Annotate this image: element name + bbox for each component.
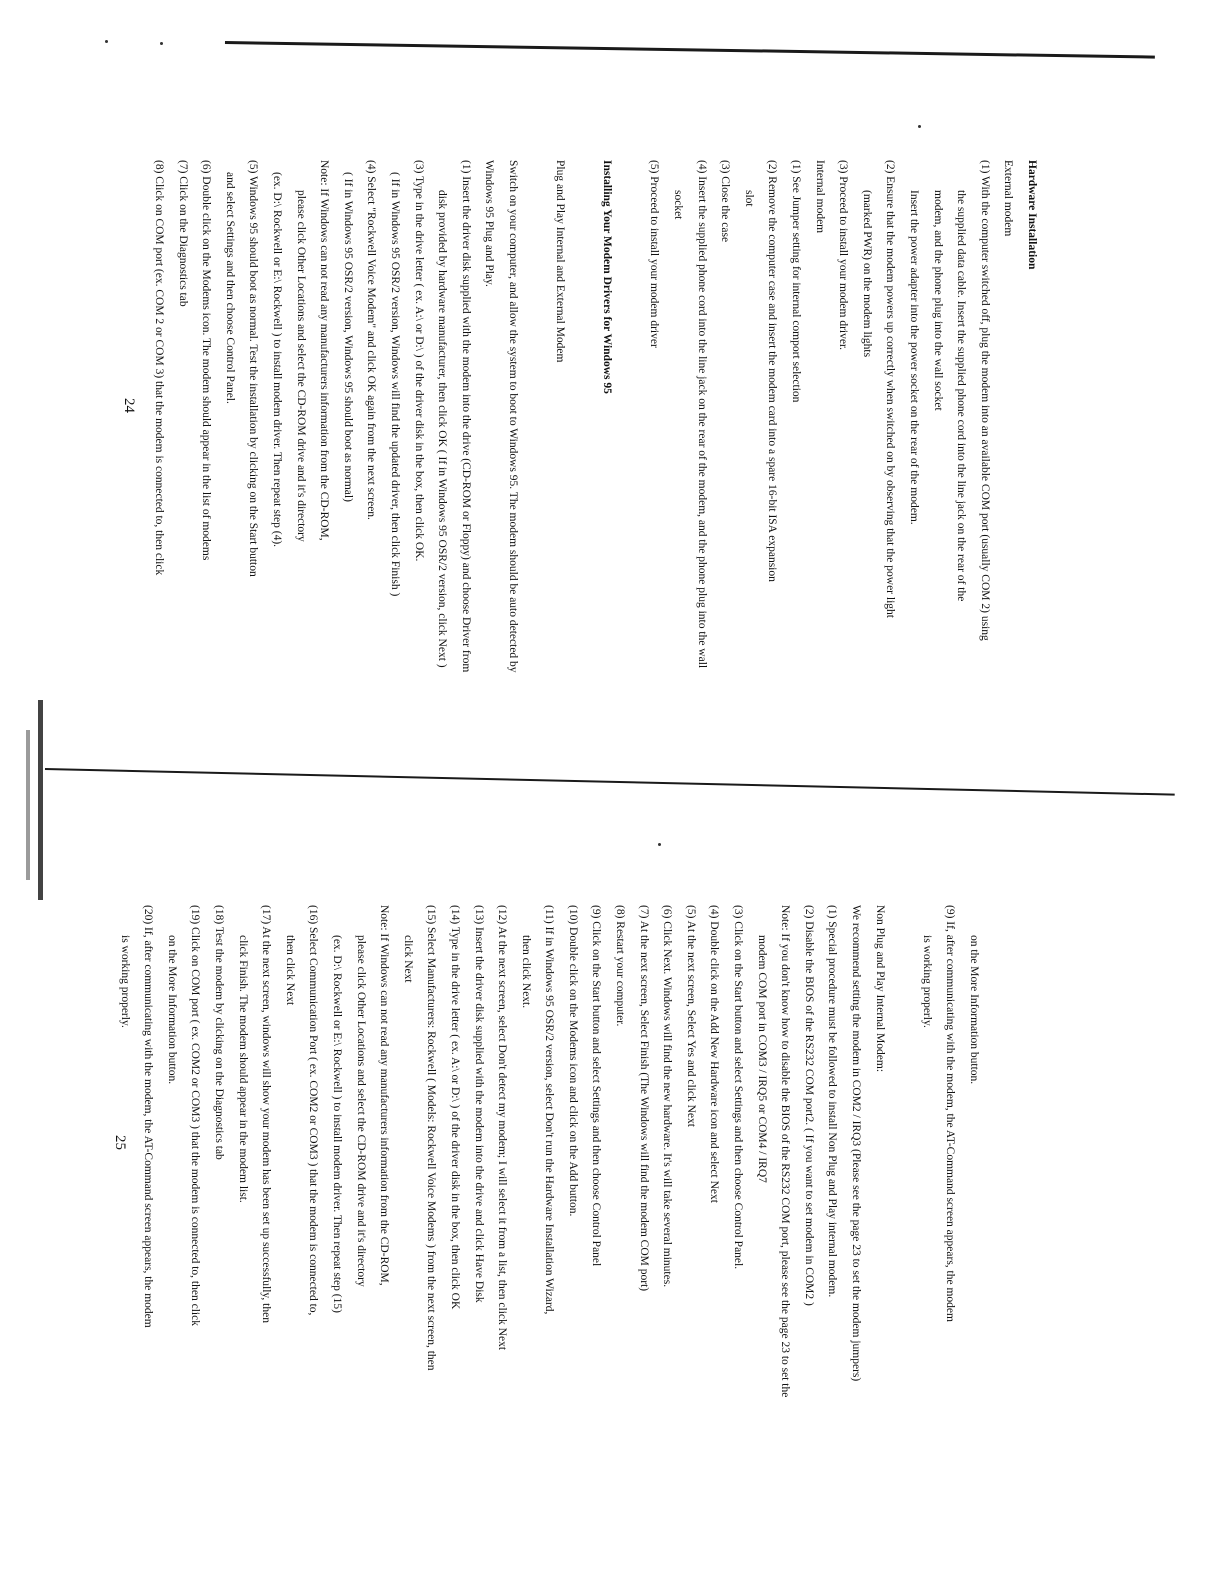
text-line — [524, 160, 548, 840]
scan-speck — [658, 843, 661, 846]
text-line: (16) Select Communication Port ( ex. COM2 or COM3 ) that the modem is connected to, — [307, 905, 320, 1316]
text-line: (ex. D:\ Rockwell or E:\ Rockwell ) to install modem driver. Then repeat step (4). — [271, 172, 283, 548]
text-line: click Finish. The modem should appear in the modem list. — [236, 935, 249, 1203]
text-line: Note: If you don't know how to disable the BIOS of the RS232 COM port, please see the page 23 to set the — [779, 905, 792, 1398]
text-line: modem, and the phone plug into the wall socket — [931, 190, 944, 411]
text-line: please click Other Locations and select the CD-ROM drive and it's directory — [294, 190, 307, 542]
text-line: (2) Ensure that the modem powers up correctly when switched on by observing that the power light — [884, 160, 897, 618]
text-line: (6) Click Next. Windows will find the new hardware. It's will take several minutes. — [661, 905, 674, 1288]
text-line: then click Next — [283, 935, 296, 1006]
top-scan-edge — [225, 41, 1155, 59]
text-line: (12) At the next screen, select Don't detect my modem; I will select it from a list, then click Next — [496, 905, 509, 1351]
text-line: (20) If, after communicating with the modem, the AT-Command screen appears, the modem — [142, 905, 155, 1328]
text-line: Note: If Windows can not read any manufacturers information from the CD-ROM, — [378, 905, 391, 1286]
text-line: (1) With the computer switched off, plug the modem into an available COM port (usually COM 2) using — [978, 160, 991, 641]
scan-speck — [918, 125, 921, 128]
text-line: (5) At the next screen, Select Yes and click Next — [684, 905, 697, 1127]
text-line — [571, 160, 595, 840]
text-line: (10) Double click on the Modems icon and click on the Add button. — [566, 905, 579, 1217]
text-line: on the More Information button. — [968, 935, 980, 1085]
text-line: (2) Disable the BIOS of the RS232 COM port2. ( If you want to set modem in COM2 ) — [802, 905, 815, 1306]
text-line: (1) See Jumper setting for internal comport selection — [790, 160, 803, 403]
text-line: (18) Test the modem by clicking on the Diagnostics tab — [213, 905, 225, 1160]
text-line: (5) Proceed to install your modem driver — [648, 160, 661, 348]
text-line: modem COM port in COM3 / IRQ5 or COM4 / IRQ7 — [755, 935, 768, 1183]
section-heading: Installing Your Modem Drivers for Windows 95 — [601, 160, 614, 394]
text-line: (ex. D:\ Rockwell or E:\ Rockwell ) to install modem driver. Then repeat step (15) — [330, 935, 343, 1313]
section-heading: Hardware Installation — [1026, 160, 1038, 270]
text-line: is working properly. — [920, 935, 933, 1028]
text-line: (6) Double click on the Modems icon. The modem should appear in the list of modems — [200, 160, 213, 561]
scan-speck — [160, 42, 163, 45]
text-line: Note: If Windows can not read any manufacturers information from the CD-ROM, — [318, 160, 331, 541]
text-line: disk provided by hardware manufacturer, then click OK ( If in Windows 95 OSR/2 version, click Next ) — [436, 190, 449, 668]
text-line: (3) Type in the drive letter ( ex. A:\ or D:\ ) of the driver disk in the box, then click OK. — [412, 160, 425, 562]
text-line: slot — [742, 190, 755, 207]
text-line: (9) Click on the Start button and select Settings and then choose Control Panel — [590, 905, 603, 1267]
text-line: on the More Information button. — [165, 935, 178, 1085]
text-line: (17) At the next screen, windows will show your modem has been set up successfully, then — [260, 905, 273, 1323]
page-25-body — [112, 905, 985, 1575]
page-number-24: 24 — [121, 398, 137, 413]
text-line: and select Settings and then choose Control Panel. — [223, 172, 236, 404]
text-line: is working properly. — [118, 935, 131, 1028]
text-line: (2) Remove the computer case and insert the modem card into a spare 16-bit ISA expansion — [766, 160, 779, 582]
text-line: Internal modem — [813, 160, 826, 234]
binding-shadow — [26, 730, 30, 880]
text-line: ( If in Windows 95 OSR/2 version, Windows 95 should boot as normal) — [341, 172, 354, 502]
text-line: (11) If in Windows 95 OSR/2 version, select Don't run the Hardware Installation Wizard, — [543, 905, 556, 1315]
text-line: (15) Select Manufacturers: Rockwell ( Models: Rockwell Voice Modems ) from the next screen, then — [425, 905, 438, 1371]
text-line: (4) Insert the supplied phone cord into the line jack on the rear of the modem, and the phone plug into the wall — [695, 160, 708, 669]
text-line: (19) Click on COM port ( ex. COM2 or COM3 ) that the modem is connected to, then click — [189, 905, 202, 1326]
text-line — [618, 160, 642, 840]
text-line: Windows 95 Plug and Play. — [483, 160, 496, 287]
text-line: Insert the power adapter into the power socket on the rear of the modem. — [908, 190, 921, 525]
text-line: (3) Close the case — [719, 160, 732, 243]
text-line: (8) Click on COM port (ex. COM 2 or COM 3) that the modem is connected to, then click — [153, 160, 166, 576]
text-line: socket — [672, 190, 685, 220]
text-line: (7) Click on the Diagnostics tab — [176, 160, 189, 307]
text-line: click Next — [401, 935, 414, 983]
text-line: (7) At the next screen, Select Finish (The Windows will find the modem COM port) — [637, 905, 650, 1292]
scan-speck — [105, 40, 108, 43]
text-line: (5) Windows 95 should boot as normal. Test the installation by clicking on the Start button — [247, 160, 260, 577]
text-line: (3) Proceed to install your modem driver. — [837, 160, 850, 351]
text-line: (1) Special procedure must be followed to install Non Plug and Play internal modem. — [826, 905, 839, 1298]
text-line: (marked PWR) on the modem lights — [860, 190, 873, 358]
text-line — [891, 905, 915, 1575]
text-line: Plug and Play Internal and External Modem — [554, 160, 567, 363]
text-line: (4) Select "Rockwell Voice Modem" and click OK again from the next screen. — [365, 160, 378, 520]
text-line: the supplied data cable. Insert the supplied phone cord into the line jack on the rear of the — [955, 190, 968, 602]
text-line: We recommend setting the modem in COM2 / IRQ3 (Please see the page 23 to set the modem jumpers) — [850, 905, 863, 1382]
page-24-body — [146, 160, 1043, 840]
text-line: (9) If, after communicating with the modem, the AT-Command screen appears, the modem — [944, 905, 957, 1322]
text-line: (8) Restart your computer. — [614, 905, 627, 1027]
text-line: then click Next. — [519, 935, 532, 1009]
text-line: (3) Click on the Start button and select Settings and then choose Control Panel. — [732, 905, 745, 1270]
text-line: please click Other Locations and select the CD-ROM drive and it's directory — [354, 935, 367, 1287]
text-line: (4) Double click on the Add New Hardware icon and select Next — [708, 905, 721, 1203]
binding-shadow — [38, 700, 43, 900]
text-line: Non Plug and Play Internal Modem: — [873, 905, 886, 1073]
text-line: (1) Insert the driver disk supplied with the modem into the drive (CD-ROM or Floppy) and choose Driver from — [459, 160, 472, 673]
text-line: Switch on your computer, and allow the system to boot to Windows 95. The modem should be auto detected by — [506, 160, 519, 673]
page-number-25: 25 — [112, 1135, 128, 1150]
text-line: (14) Type in the drive letter ( ex. A:\ or D:\ ) of the driver disk in the box, then click OK — [448, 905, 461, 1310]
text-line: ( If in Windows 95 OSR/2 version, Windows will find the updated driver, then click Finish ) — [388, 172, 401, 597]
text-line: (13) Insert the driver disk supplied with the modem into the drive and click Have Disk — [472, 905, 485, 1303]
text-line: External modem — [1002, 160, 1015, 237]
